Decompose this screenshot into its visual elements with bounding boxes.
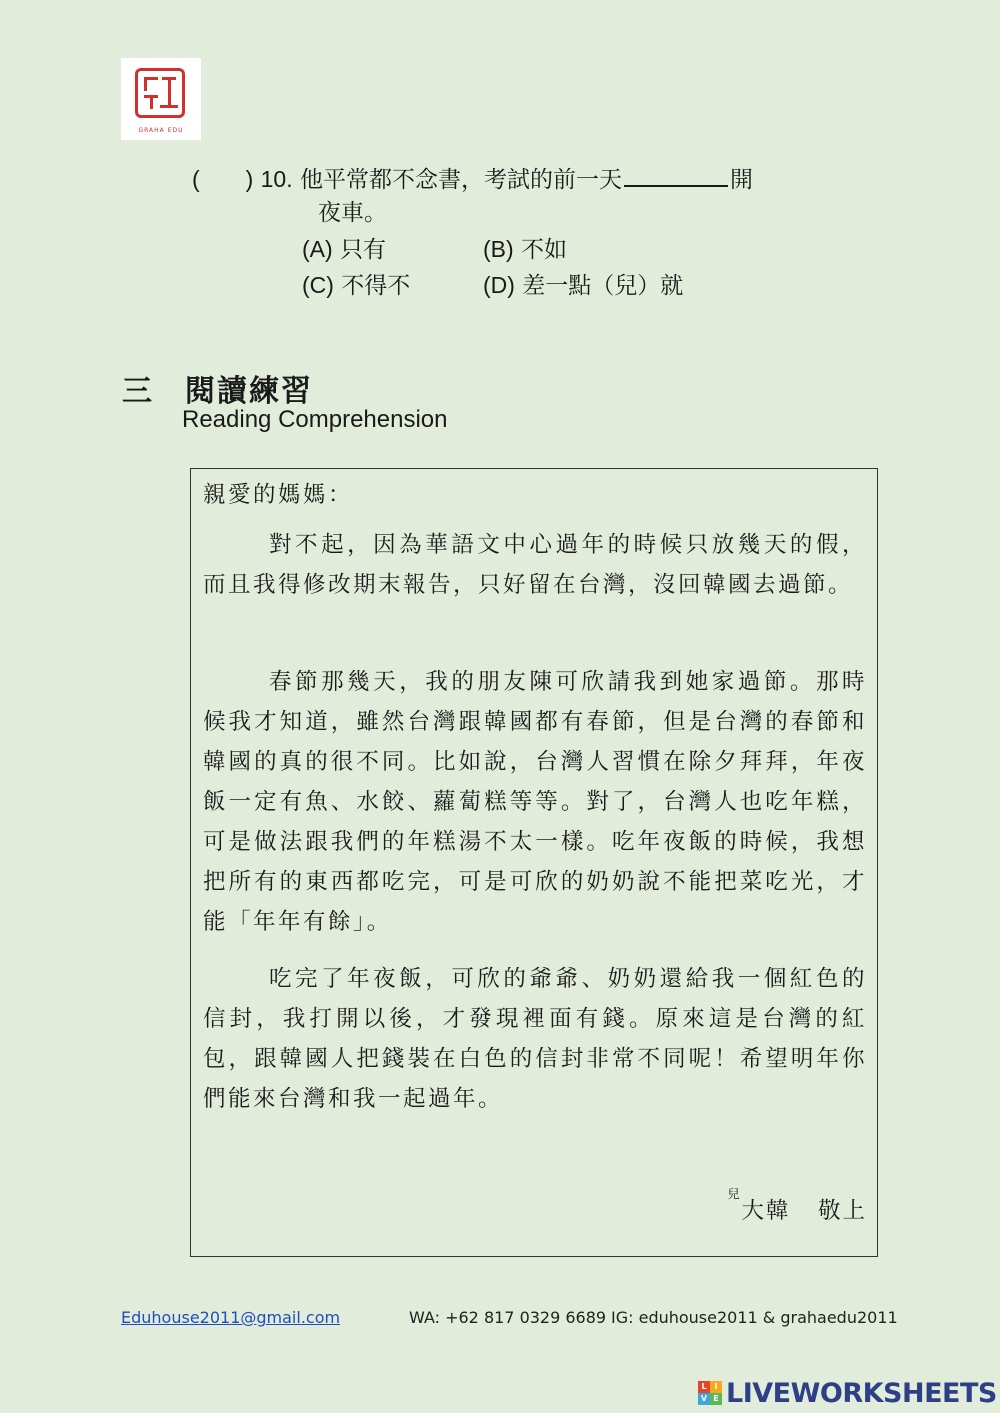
liveworksheets-text: LIVEWORKSHEETS <box>726 1377 997 1409</box>
footer-whatsapp: WA: +62 817 0329 6689 <box>409 1308 607 1327</box>
answer-paren[interactable]: ( ) <box>192 166 254 192</box>
option-b[interactable]: (B) 不如 <box>483 236 567 263</box>
footer-email-link[interactable]: Eduhouse2011@gmail.com <box>121 1308 341 1327</box>
section-title: 閱讀練習 <box>185 374 313 409</box>
question-number: 10. <box>260 166 293 192</box>
option-c[interactable]: (C) 不得不 <box>302 272 411 299</box>
logo <box>121 58 201 140</box>
question-stem-after: 開 <box>729 167 753 193</box>
question-10-line1 <box>192 162 753 197</box>
question-stem-before: 他平常都不念書，考試的前一天 <box>299 167 622 193</box>
letter-paragraph-1: 對不起，因為華語文中心過年的時候只放幾天的假，而且我得修改期末報告，只好留在台灣，沒回韓國去過節。 <box>203 532 867 598</box>
logo-brand-text: GRAHA EDU <box>138 127 184 134</box>
seal-icon <box>135 68 185 118</box>
signature-prefix: 兒 <box>727 1187 742 1201</box>
letter-signature <box>727 1187 867 1225</box>
section-subtitle: Reading Comprehension <box>182 406 448 433</box>
letter-paragraph-2: 春節那幾天，我的朋友陳可欣請我到她家過節。那時候我才知道，雖然台灣跟韓國都有春節，但是台灣的春節和韓國的真的很不同。比如說，台灣人習慣在除夕拜拜，年夜飯一定有魚、水餃、蘿蔔糕等等。對了，台灣人也吃年糕，可是做法跟我們的年糕湯不太一樣。吃年夜飯的時候，我想把所有的東西都吃完，可是可欣的奶奶說不能把菜吃光，才能「年年有餘」。 <box>203 669 867 935</box>
footer-instagram: IG: eduhouse2011 & grahaedu2011 <box>611 1308 898 1327</box>
signature-name: 大韓 <box>741 1198 791 1224</box>
answer-blank[interactable] <box>624 163 728 187</box>
section-number: 三 <box>122 374 152 409</box>
signature-closing: 敬上 <box>817 1198 867 1224</box>
liveworksheets-watermark <box>698 1378 997 1408</box>
letter-paragraph-3: 吃完了年夜飯，可欣的爺爺、奶奶還給我一個紅色的信封，我打開以後，才發現裡面有錢。原來這是台灣的紅包，跟韓國人把錢裝在白色的信封非常不同呢！希望明年你們能來台灣和我一起過年。 <box>203 966 867 1112</box>
option-a[interactable]: (A) 只有 <box>302 236 386 263</box>
letter-box <box>190 468 878 1257</box>
question-stem-line2: 夜車。 <box>318 200 387 226</box>
letter-greeting: 親愛的媽媽： <box>203 482 354 508</box>
liveworksheets-logo-icon: L I V E <box>698 1381 722 1405</box>
option-d[interactable]: (D) 差一點（兒）就 <box>483 272 684 299</box>
footer <box>121 1308 898 1327</box>
